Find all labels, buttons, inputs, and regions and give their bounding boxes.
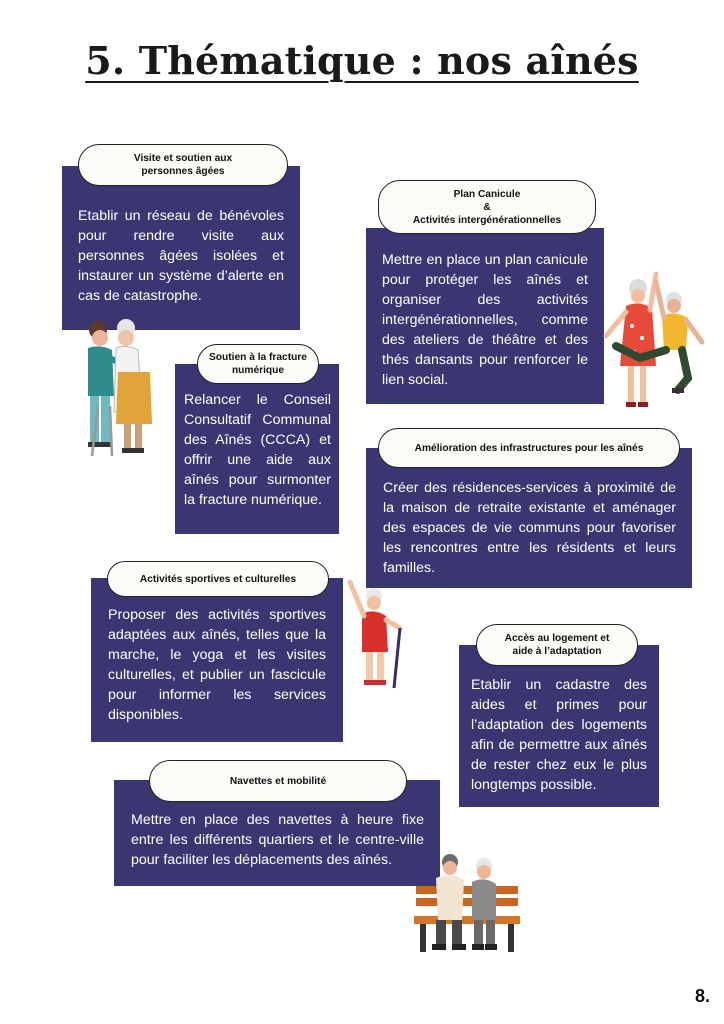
page-number: 8. — [694, 986, 710, 1006]
card-infrastructures-body — [366, 448, 692, 588]
card-sport-text: Proposer des activités sportives adaptées aux aînés, telles que la marche, le yoga et les visites culturelles, et publier un fascicule pour informer les services disponibles. — [108, 607, 326, 723]
caregiver-with-elderly-icon — [80, 316, 166, 466]
page-title: 5. Thématique : nos aînés — [85, 38, 639, 83]
card-navettes-text: Mettre en place des navettes à heure fixe entre les différents quartiers et le centre-ville pour faciliter les déplacements des aînés. — [131, 812, 424, 868]
card-numerique-heading: Soutien à la fracture numérique — [197, 344, 319, 384]
card-canicule-heading: Plan Canicule & Activités intergénérationnelles — [378, 180, 596, 234]
card-sport-body — [91, 578, 343, 742]
card-sport-heading: Activités sportives et culturelles — [107, 561, 329, 597]
elderly-couple-on-bench-icon — [412, 850, 522, 954]
card-canicule-body — [366, 228, 604, 404]
card-logement-heading: Accès au logement et aide à l’adaptation — [476, 624, 638, 666]
card-logement-text: Etablir un cadastre des aides et primes pour l’adaptation des logements afin de permettre aux aînés de rester chez eux le plus longtemps possible. — [471, 677, 647, 793]
card-infrastructures-heading: Amélioration des infrastructures pour les aînés — [378, 428, 680, 468]
card-numerique-text: Relancer le Conseil Consultatif Communal des Aînés (CCCA) et offrir une aide aux aînés pour surmonter la fracture numérique. — [184, 392, 331, 508]
card-canicule-text: Mettre en place un plan canicule pour protéger les aînés et organiser des activités intergénérationnelles, comme des ateliers de théâtre et des thés dansants pour renforcer le lien social. — [382, 252, 588, 388]
card-infrastructures-text: Créer des résidences-services à proximité de la maison de retraite existante et aménager des espaces de vie communs pour favoriser les rencontres entre les résidents et leurs familles. — [383, 480, 676, 576]
card-logement-body — [459, 645, 659, 807]
card-visite-text: Etablir un réseau de bénévoles pour rendre visite aux personnes âgées isolées et instaurer un système d’alerte en cas de catastrophe. — [78, 208, 284, 304]
card-numerique-body — [175, 364, 339, 534]
card-visite-body — [62, 166, 300, 330]
card-navettes-heading: Navettes et mobilité — [149, 760, 407, 802]
elderly-hiker-icon — [344, 576, 408, 692]
dancing-elderly-couple-icon — [598, 266, 708, 416]
card-visite-heading: Visite et soutien aux personnes âgées — [78, 144, 288, 186]
